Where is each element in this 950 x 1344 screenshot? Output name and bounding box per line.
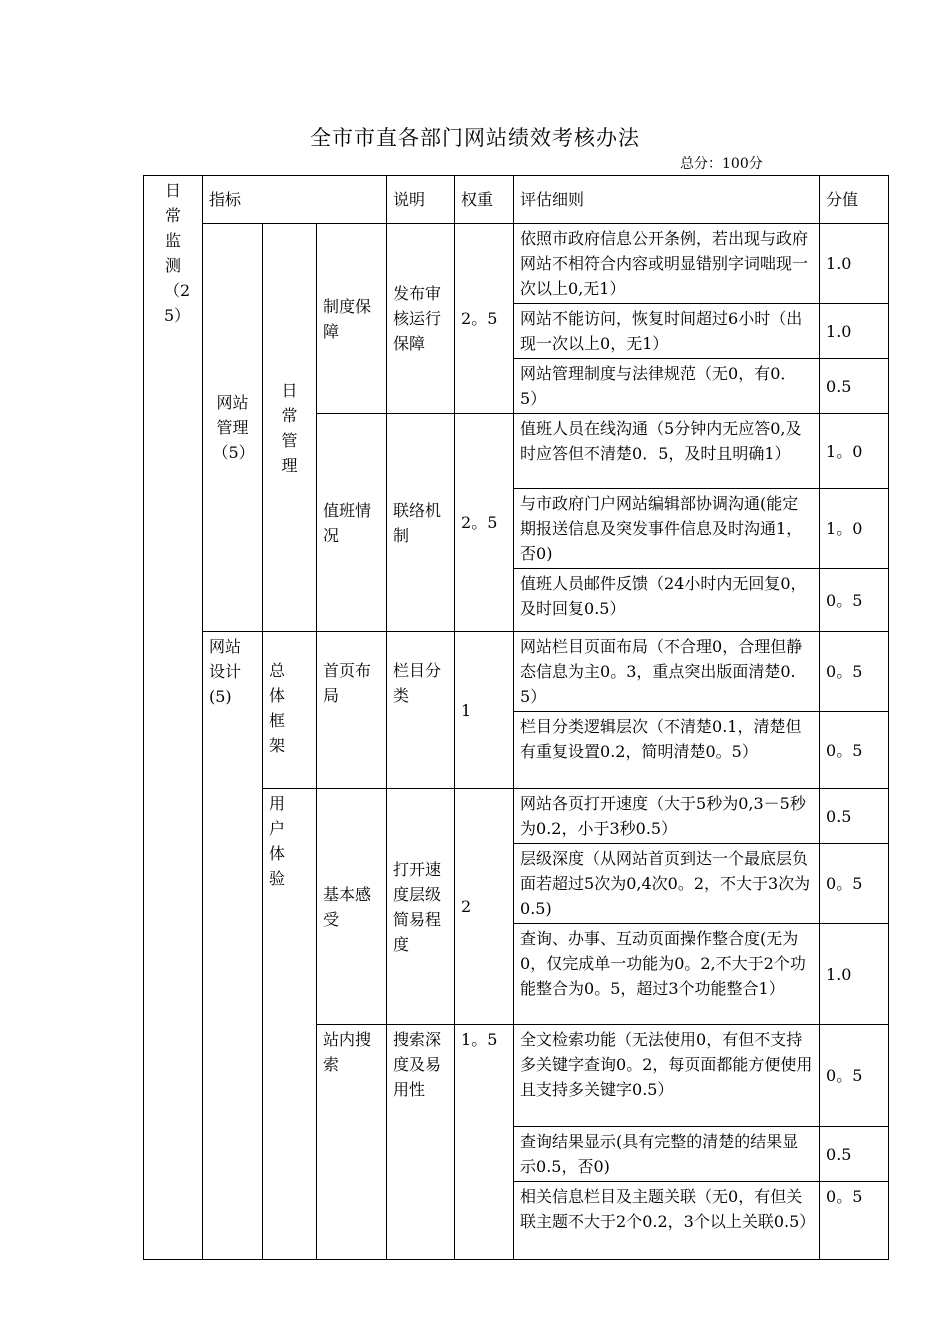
desc-duty: 联络机制 [387,414,455,632]
score-cell: 0。5 [820,712,889,789]
desc-homepage: 栏目分类 [387,632,455,789]
item-homepage: 首页布局 [317,632,387,789]
group-site-management: 网站管理（5） [203,224,263,632]
weight-duty: 2。5 [455,414,514,632]
score-cell: 0。5 [820,844,889,924]
criteria-cell: 全文检索功能（无法使用0，有但不支持多关键字查询0。2，每页面都能方便使用且支持多关键字0.5） [514,1025,820,1127]
criteria-cell: 网站各页打开速度（大于5秒为0,3－5秒为0.2，小于3秒0.5） [514,789,820,844]
group-daily-management: 日常管理 [263,224,317,632]
total-score: 总分：100分 [680,156,763,172]
score-cell: 0.5 [820,359,889,414]
score-cell: 0。5 [820,569,889,632]
item-institution: 制度保障 [317,224,387,414]
criteria-cell: 相关信息栏目及主题关联（无0，有但关联主题不大于2个0.2，3个以上关联0.5） [514,1182,820,1260]
score-cell: 0.5 [820,789,889,844]
criteria-cell: 栏目分类逻辑层次（不清楚0.1，清楚但有重复设置0.2，简明清楚0。5） [514,712,820,789]
header-description: 说明 [387,176,455,224]
item-search: 站内搜索 [317,1025,387,1260]
score-cell: 1.0 [820,304,889,359]
assessment-table [143,175,889,1260]
desc-institution: 发布审核运行保障 [387,224,455,414]
header-score: 分值 [820,176,889,224]
score-cell: 0。5 [820,1182,889,1260]
criteria-cell: 依照市政府信息公开条例，若出现与政府网站不相符合内容或明显错别字词咄现一次以上0,无1） [514,224,820,304]
weight-institution: 2。5 [455,224,514,414]
group-framework: 总体框架 [263,632,317,789]
group-site-design: 网站设计(5) [203,632,263,1260]
criteria-cell: 网站不能访问，恢复时间超过6小时（出现一次以上0，无1） [514,304,820,359]
desc-search: 搜索深度及易用性 [387,1025,455,1260]
criteria-cell: 查询结果显示(具有完整的清楚的结果显示0.5，否0) [514,1127,820,1182]
header-criteria: 评估细则 [514,176,820,224]
criteria-cell: 与市政府门户网站编辑部协调沟通(能定期报送信息及突发事件信息及时沟通1，否0) [514,489,820,569]
criteria-cell: 查询、办事、互动页面操作整合度(无为0，仅完成单一功能为0。2,不大于2个功能整合为0。5，超过3个功能整合1） [514,924,820,1025]
score-cell: 1.0 [820,924,889,1025]
criteria-cell: 值班人员邮件反馈（24小时内无回复0，及时回复0.5） [514,569,820,632]
table-row [144,224,889,304]
score-cell: 0.5 [820,1127,889,1182]
score-cell: 0。5 [820,632,889,712]
score-cell: 1。0 [820,489,889,569]
desc-basic-feel: 打开速度层级简易程度 [387,789,455,1025]
item-duty: 值班情况 [317,414,387,632]
header-row [144,176,889,224]
score-cell: 1.0 [820,224,889,304]
header-weight: 权重 [455,176,514,224]
weight-basic-feel: 2 [455,789,514,1025]
group-user-experience: 用户体验 [263,789,317,1260]
document-title: 全市市直各部门网站绩效考核办法 [310,126,640,150]
score-cell: 1。0 [820,414,889,489]
weight-search: 1。5 [455,1025,514,1260]
weight-homepage: 1 [455,632,514,789]
score-cell: 0。5 [820,1025,889,1127]
criteria-cell: 层级深度（从网站首页到达一个最底层负面若超过5次为0,4次0。2，不大于3次为0.5) [514,844,820,924]
section-daily-monitoring: 日常监测（25） [144,176,203,1260]
item-basic-feel: 基本感受 [317,789,387,1025]
criteria-cell: 网站栏目页面布局（不合理0，合理但静态信息为主0。3，重点突出版面清楚0.5） [514,632,820,712]
criteria-cell: 值班人员在线沟通（5分钟内无应答0,及时应答但不清楚0．5，及时且明确1） [514,414,820,489]
table-row [144,632,889,712]
header-indicator: 指标 [203,176,387,224]
criteria-cell: 网站管理制度与法律规范（无0，有0．5） [514,359,820,414]
